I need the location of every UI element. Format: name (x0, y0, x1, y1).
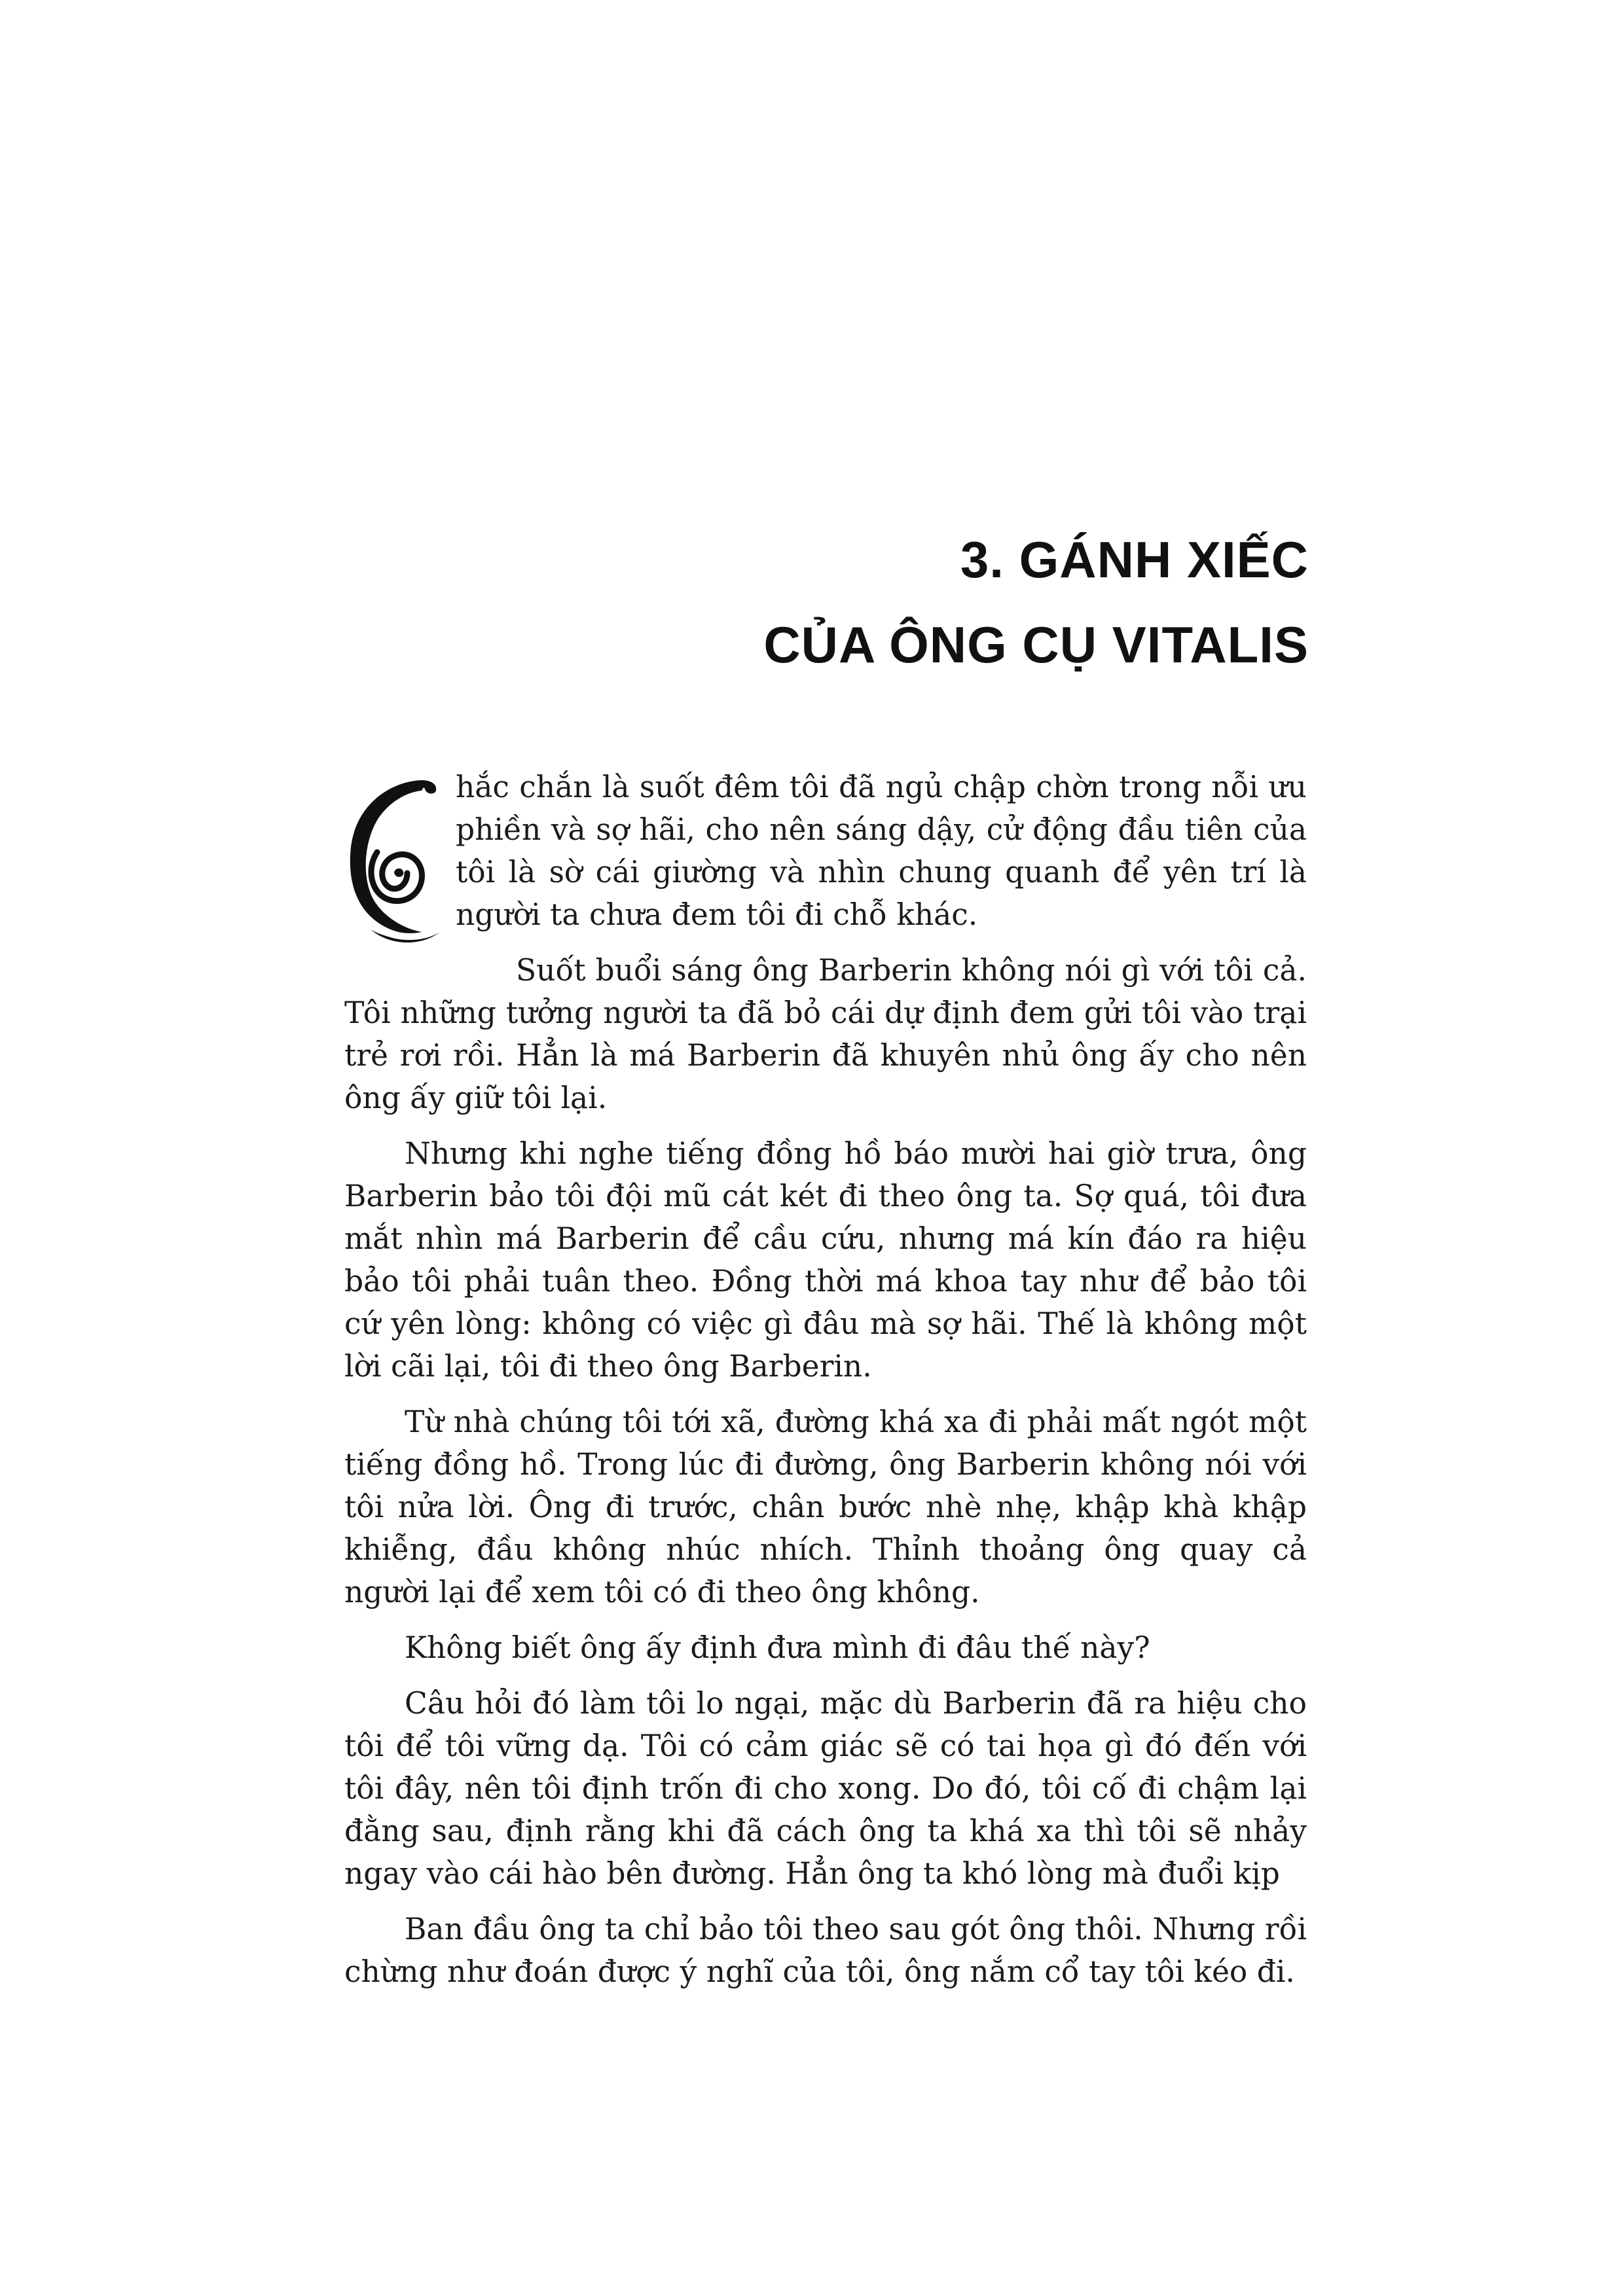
chapter-title-line-1: 3. GÁNH XIẾC (960, 531, 1309, 588)
paragraph-1 (344, 766, 1307, 936)
paragraph-2: Suốt buổi sáng ông Barberin không nói gì với tôi cả. Tôi những tưởng người ta đã bỏ cái dự định đem gửi tôi vào trại trẻ rơi rồi. Hẳn là má Barberin đã khuyên nhủ ông ấy cho nên ông ấy giữ tôi lại. (344, 953, 1307, 1115)
chapter-body (344, 766, 1307, 2006)
drop-cap-c-ornament (344, 775, 443, 952)
paragraph-4: Từ nhà chúng tôi tới xã, đường khá xa đi phải mất ngót một tiếng đồng hồ. Trong lúc đi đường, ông Barberin không nói với tôi nửa lời. Ông đi trước, chân bước nhè nhẹ, khập khà khập khiễng, đầu không nhúc nhích. Thỉnh thoảng ông quay cả người lại để xem tôi có đi theo ông không. (344, 1405, 1307, 1609)
chapter-title (763, 517, 1309, 687)
chapter-title-line-2: CỦA ÔNG CỤ VITALIS (763, 616, 1309, 673)
paragraph-1-text: hắc chắn là suốt đêm tôi đã ngủ chập chờn trong nỗi ưu phiền và sợ hãi, cho nên sáng dậy, cử động đầu tiên của tôi là sờ cái giường và nhìn chung quanh để yên trí là người ta chưa đem tôi đi chỗ khác. (456, 770, 1307, 932)
paragraph-3: Nhưng khi nghe tiếng đồng hồ báo mười hai giờ trưa, ông Barberin bảo tôi đội mũ cát két đi theo ông ta. Sợ quá, tôi đưa mắt nhìn má Barberin để cầu cứu, nhưng má kín đáo ra hiệu bảo tôi phải tuân theo. Đồng thời má khoa tay như để bảo tôi cứ yên lòng: không có việc gì đâu mà sợ hãi. Thế là không một lời cãi lại, tôi đi theo ông Barberin. (344, 1136, 1307, 1384)
paragraph-6: Câu hỏi đó làm tôi lo ngại, mặc dù Barberin đã ra hiệu cho tôi để tôi vững dạ. Tôi có cảm giác sẽ có tai họa gì đó đến với tôi đây, nên tôi định trốn đi cho xong. Do đó, tôi cố đi chậm lại đằng sau, định rằng khi đã cách ông ta khá xa thì tôi sẽ nhảy ngay vào cái hào bên đường. Hẳn ông ta khó lòng mà đuổi kịp (344, 1686, 1307, 1891)
paragraph-7: Ban đầu ông ta chỉ bảo tôi theo sau gót ông thôi. Nhưng rồi chừng như đoán được ý nghĩ của tôi, ông nắm cổ tay tôi kéo đi. (344, 1912, 1307, 1989)
paragraph-5: Không biết ông ấy định đưa mình đi đâu thế này? (405, 1630, 1150, 1665)
